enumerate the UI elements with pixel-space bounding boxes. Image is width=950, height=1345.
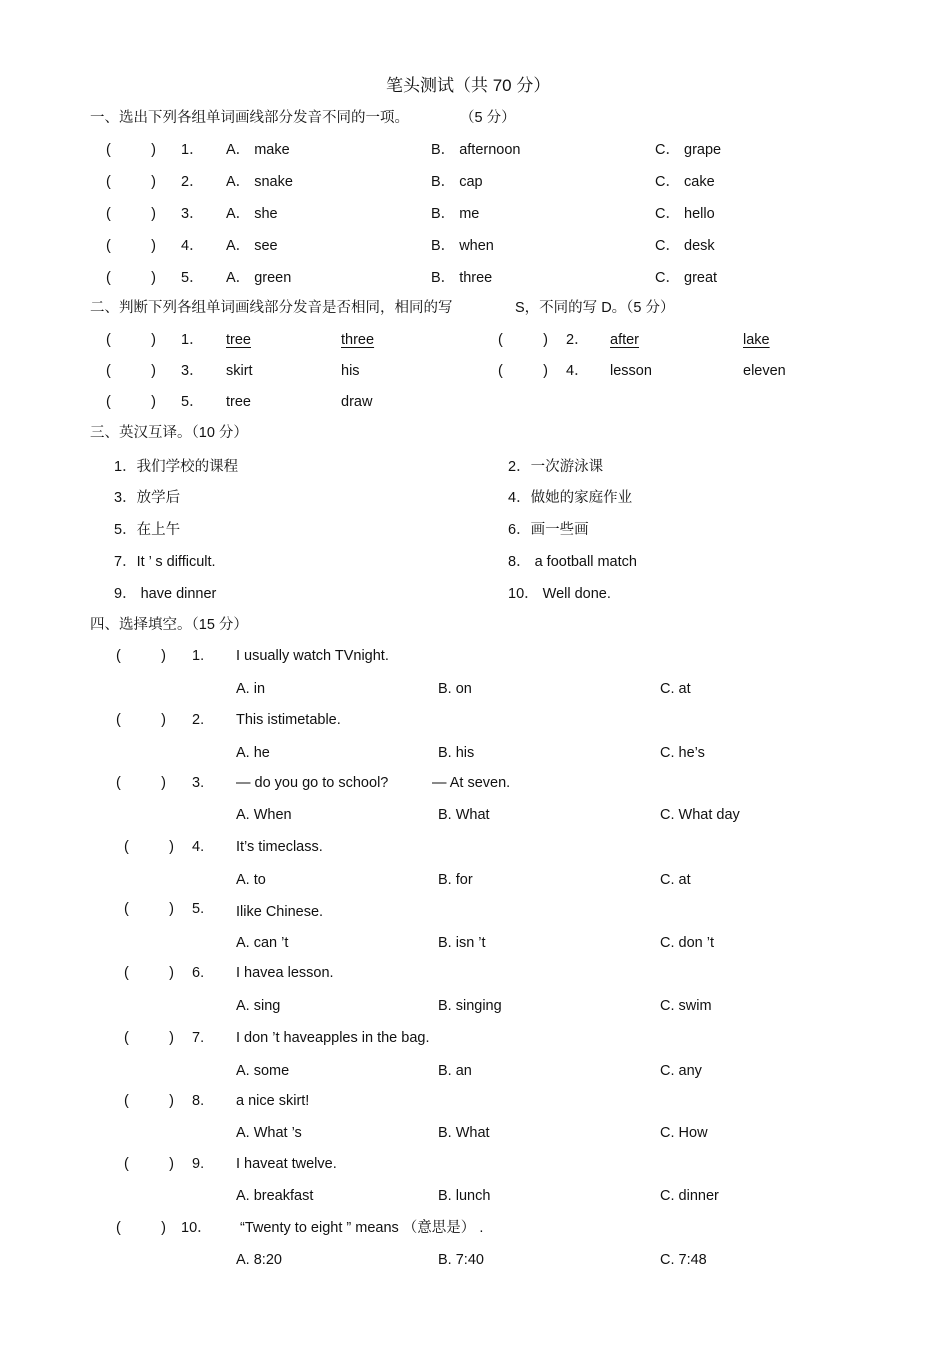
answer-blank[interactable]: ( ): [124, 839, 174, 855]
option-a: A. When: [236, 807, 292, 823]
option-a: A. What ’s: [236, 1125, 302, 1141]
question-number: 2．: [181, 174, 204, 190]
word-1: lesson: [610, 363, 652, 379]
answer-blank[interactable]: ( ): [124, 1030, 174, 1046]
question-number: 2．: [566, 332, 589, 348]
translation-item: 4．做她的家庭作业: [508, 490, 633, 506]
translation-item: 1．我们学校的课程: [114, 459, 239, 475]
question-number: 10．: [181, 1220, 212, 1236]
option-c: C． desk: [655, 238, 715, 254]
answer-blank[interactable]: ( ): [498, 332, 548, 348]
option-a: A． green: [226, 270, 292, 286]
option-a: A. sing: [236, 998, 281, 1014]
question-number: 6.: [192, 965, 205, 981]
option-b: B. on: [438, 681, 472, 697]
section-2-heading: 二、判断下列各组单词画线部分发音是否相同，相同的写: [90, 300, 453, 316]
answer-blank[interactable]: ( ): [116, 775, 166, 791]
word-1: skirt: [226, 363, 253, 379]
section-3-heading: 三、英汉互译。（10 分）: [90, 425, 248, 441]
option-b: B. What: [438, 807, 490, 823]
answer-blank[interactable]: ( ): [116, 1220, 166, 1236]
option-c: C. 7:48: [660, 1252, 707, 1268]
question-text: a nice skirt!: [236, 1093, 310, 1109]
translation-item: 10． Well done.: [508, 586, 611, 602]
option-b: B. singing: [438, 998, 502, 1014]
answer-blank[interactable]: ( ): [106, 270, 156, 286]
option-a: A. in: [236, 681, 266, 697]
option-a: A. some: [236, 1063, 290, 1079]
option-c: C. at: [660, 872, 691, 888]
question-number: 5.: [192, 901, 205, 917]
answer-blank[interactable]: ( ): [106, 394, 156, 410]
answer-blank[interactable]: ( ): [106, 238, 156, 254]
option-c: C. at: [660, 681, 691, 697]
page-title: 笔头测试（共 70 分）: [386, 76, 551, 95]
question-number: 3.: [192, 775, 205, 791]
question-number: 1.: [192, 648, 205, 664]
answer-blank[interactable]: ( ): [106, 174, 156, 190]
translation-item: 6．画一些画: [508, 522, 589, 538]
option-b: B． cap: [431, 174, 483, 190]
question-number: 2.: [192, 712, 205, 728]
option-b: B． three: [431, 270, 493, 286]
option-b: B． afternoon: [431, 142, 521, 158]
question-number: 5．: [181, 394, 204, 410]
section-1-points: （5 分）: [460, 110, 516, 126]
option-c: C． great: [655, 270, 718, 286]
option-a: A. can ’t: [236, 935, 289, 951]
translation-item: 7．It ’ s difficult.: [114, 554, 216, 570]
question-text: I don ’t haveapples in the bag.: [236, 1030, 430, 1046]
answer-blank[interactable]: ( ): [124, 1156, 174, 1172]
word-1: after: [610, 332, 640, 348]
question-number: 1．: [181, 142, 204, 158]
option-a: A. to: [236, 872, 266, 888]
question-number: 8.: [192, 1093, 205, 1109]
option-a: A． snake: [226, 174, 293, 190]
option-b: B. his: [438, 745, 475, 761]
answer-blank[interactable]: ( ): [106, 206, 156, 222]
section-4-heading: 四、选择填空。（15 分）: [90, 617, 248, 633]
question-number: 4．: [566, 363, 589, 379]
option-a: A. 8:20: [236, 1252, 282, 1268]
question-text: It’s timeclass.: [236, 839, 323, 855]
word-2: lake: [743, 332, 770, 348]
translation-item: 2．一次游泳课: [508, 459, 604, 475]
option-c: C． grape: [655, 142, 722, 158]
word-2: draw: [341, 394, 373, 410]
question-answer-text: — At seven.: [432, 775, 511, 791]
option-a: A． see: [226, 238, 278, 254]
answer-blank[interactable]: ( ): [124, 965, 174, 981]
question-text: — do you go to school?: [236, 775, 389, 791]
answer-blank[interactable]: ( ): [124, 901, 174, 917]
answer-blank[interactable]: ( ): [106, 363, 156, 379]
option-a: A． make: [226, 142, 290, 158]
word-2: his: [341, 363, 360, 379]
option-c: C． cake: [655, 174, 715, 190]
answer-blank[interactable]: ( ): [498, 363, 548, 379]
question-text: This istimetable.: [236, 712, 341, 728]
word-2: three: [341, 332, 375, 348]
answer-blank[interactable]: ( ): [116, 648, 166, 664]
word-1: tree: [226, 394, 251, 410]
translation-item: 5．在上午: [114, 522, 181, 538]
question-text: Ilike Chinese.: [236, 904, 324, 920]
question-number: 5．: [181, 270, 204, 286]
answer-blank[interactable]: ( ): [106, 142, 156, 158]
question-number: 9.: [192, 1156, 205, 1172]
option-b: B． when: [431, 238, 494, 254]
option-c: C. he’s: [660, 745, 705, 761]
option-c: C. swim: [660, 998, 712, 1014]
option-b: B. for: [438, 872, 473, 888]
option-c: C． hello: [655, 206, 715, 222]
translation-item: 3．放学后: [114, 490, 181, 506]
translation-item: 9． have dinner: [114, 586, 217, 602]
question-text: I havea lesson.: [236, 965, 334, 981]
option-a: A． she: [226, 206, 278, 222]
answer-blank[interactable]: ( ): [116, 712, 166, 728]
option-a: A. breakfast: [236, 1188, 314, 1204]
option-c: C. dinner: [660, 1188, 719, 1204]
section-1-heading: 一、选出下列各组单词画线部分发音不同的一项。: [90, 110, 409, 126]
word-2: eleven: [743, 363, 786, 379]
answer-blank[interactable]: ( ): [106, 332, 156, 348]
translation-item: 8． a football match: [508, 554, 637, 570]
question-text: I haveat twelve.: [236, 1156, 337, 1172]
question-number: 3．: [181, 363, 204, 379]
option-a: A. he: [236, 745, 270, 761]
option-c: C. any: [660, 1063, 702, 1079]
option-b: B. an: [438, 1063, 472, 1079]
question-text: “Twenty to eight ” means （意思是） .: [240, 1220, 484, 1236]
option-b: B． me: [431, 206, 480, 222]
word-1: tree: [226, 332, 251, 348]
question-number: 4．: [181, 238, 204, 254]
option-c: C. How: [660, 1125, 708, 1141]
answer-blank[interactable]: ( ): [124, 1093, 174, 1109]
option-b: B. lunch: [438, 1188, 491, 1204]
option-b: B. 7:40: [438, 1252, 484, 1268]
option-c: C. don ’t: [660, 935, 714, 951]
question-number: 7.: [192, 1030, 205, 1046]
question-number: 4.: [192, 839, 205, 855]
question-number: 3．: [181, 206, 204, 222]
question-text: I usually watch TVnight.: [236, 648, 389, 664]
option-b: B. What: [438, 1125, 490, 1141]
option-c: C. What day: [660, 807, 740, 823]
section-2-heading-cont: S，不同的写 D。（5 分）: [515, 300, 675, 316]
option-b: B. isn ’t: [438, 935, 486, 951]
question-number: 1．: [181, 332, 204, 348]
